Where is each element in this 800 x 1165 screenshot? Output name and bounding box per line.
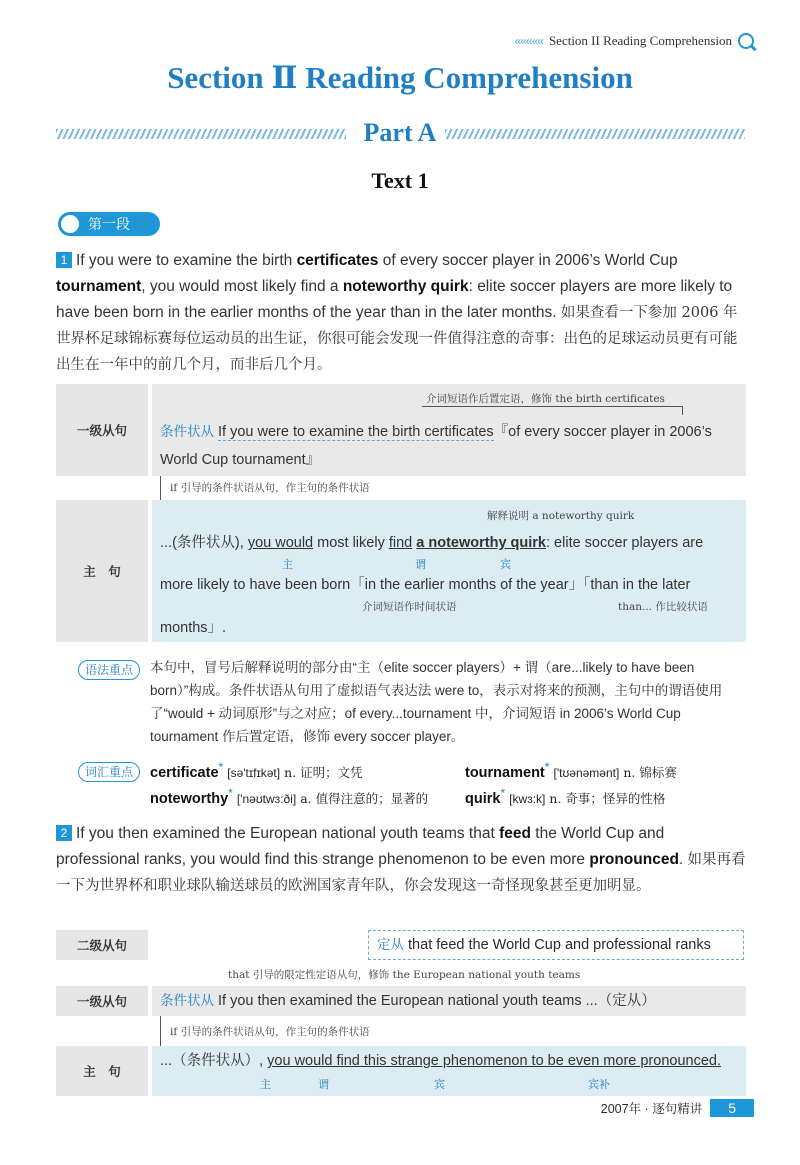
running-header: [515, 33, 754, 49]
text-heading: Text 1: [371, 168, 429, 193]
arrow-decoration: «««««: [514, 34, 543, 48]
page-title: Section Ⅱ Reading Comprehension: [167, 60, 633, 95]
search-icon: [58, 212, 82, 236]
label-main-clause: 主 句: [56, 1046, 148, 1096]
translation: 如果查看一下参加 2006 年世界杯足球锦标赛每位运动员的出生证，你很可能会发现一件值得注意的奇事：出色的足球运动员更有可能出生在一年中的前几个月，而非后几个月。: [56, 305, 738, 373]
clause-tag: 条件状从: [160, 424, 214, 439]
vocab-word: feed: [499, 825, 531, 842]
divider-right: [445, 129, 745, 139]
annotation: 介词短语作时间状语: [362, 601, 457, 613]
page-footer: [601, 1099, 754, 1117]
grammar-note: 本句中，冒号后解释说明的部分由“主（elite soccer players）+ 谓（are...likely to have been born）”构成。条件状语从句用了虚拟语气表达法 were to，表示对将来的预测，主句中的谓语使用了“would + 动词原形”与之对应；of every...tournament 中，介词短语 in 2006’s World Cup tournament 作后置定语，修饰 every soccer player。: [150, 660, 723, 744]
clause-box: [152, 384, 746, 476]
annotation: 介词短语作后置定语，修饰 the birth certificates: [426, 393, 665, 405]
section-badge-label: 第一段: [70, 212, 160, 236]
main-line-3: months」.: [160, 620, 227, 636]
vocab-entry: certificate* [sə'tɪfɪkət] n. 证明；文凭: [150, 760, 363, 781]
annotation: if 引导的条件状语从句，作主句的条件状语: [170, 1026, 370, 1038]
label-main-clause: 主 句: [56, 500, 148, 642]
main-line-1: ...（条件状从）, you would find this strange phenomenon to be even more pronounced.: [160, 1053, 721, 1069]
vocab-entry: tournament* ['tʊənəmənt] n. 锦标赛: [465, 760, 677, 781]
clause-content: If you were to examine the birth certificates: [218, 424, 494, 440]
vocab-tag: 词汇重点: [78, 762, 140, 782]
label-first-clause: 一级从句: [56, 384, 148, 476]
bracket-line: [422, 406, 683, 415]
main-line-1: ...(条件状从), you would most likely find a noteworthy quirk: elite soccer players are: [160, 535, 704, 551]
clause-box: 条件状从 If you then examined the European national youth teams ...（定从）: [152, 986, 746, 1016]
sentence-number: 1: [56, 252, 72, 268]
sentence-number: 2: [56, 825, 72, 841]
main-clause-box: 解释说明 a noteworthy quirk ...(条件状从), you would most likely find a noteworthy quirk: elite soccer players are 主 谓 宾 more likely to have been born「in the earlier months of the year」「than in the later 介词短语作时间状语 than... 作比较状语 months」.: [152, 500, 746, 642]
annotation: if 引导的条件状语从句，作主句的条件状语: [170, 482, 370, 494]
annotation: 解释说明 a noteworthy quirk: [487, 510, 635, 522]
page-number: 5: [710, 1099, 754, 1117]
sentence-1: 1 If you were to examine the birth certificates of every soccer player in 2006’s World Cup tournament, you would most likely find a noteworthy quirk: elite soccer players are more likely to have been born in the earlier months of the year than in the later months. 如果查看一下参加 2006 年世界杯足球锦标赛每位运动员的出生证，你很可能会发现一件值得注意的奇事：出色的足球运动员更有可能出生在一年中的前几个月，而非后几个月。: [56, 252, 738, 373]
vocab-word: noteworthy quirk: [342, 278, 469, 295]
sentence-analysis-1: [56, 384, 746, 642]
vocab-word: certificates: [296, 252, 379, 269]
vocab-entry: noteworthy* ['nəʊtwɜ:ði] a. 值得注意的；显著的: [150, 786, 429, 807]
part-heading: Part A: [363, 118, 437, 147]
annotation: that 引导的限定性定语从句，修饰 the European national youth teams: [228, 969, 581, 981]
sentence-2: 2 If you then examined the European national youth teams that feed the World Cup and professional ranks, you would find this strange phenomenon to be even more pronounced. 如果再看一下为世界杯和职业球队输送球员的欧洲国家青年队，你会发现这一奇怪现象甚至更加明显。: [56, 825, 746, 894]
relative-clause-box: 定从 that feed the World Cup and professional ranks: [368, 930, 744, 960]
section-badge: [58, 212, 160, 236]
clause-content: World Cup tournament』: [160, 452, 321, 468]
clause-text: [160, 418, 740, 474]
vocab-entry: quirk* [kwɜ:k] n. 奇事；怪异的性格: [465, 786, 666, 807]
vocab-word: pronounced: [589, 851, 679, 868]
link-line: [160, 1016, 161, 1050]
grammar-tag: 语法重点: [78, 660, 140, 680]
vocab-word: tournament: [56, 278, 142, 295]
verb: find: [388, 535, 413, 551]
search-icon: [738, 33, 754, 49]
label-first-clause: 一级从句: [56, 986, 148, 1016]
subject: you would: [247, 535, 314, 551]
footer-book-title: 2007年 · 逐句精讲: [600, 1102, 703, 1116]
clause-content: 『of every soccer player in 2006’s: [493, 424, 712, 440]
translation: 如果再看一下为世界杯和职业球队输送球员的欧洲国家青年队，你会发现这一奇怪现象甚至更加明显。: [56, 852, 746, 894]
annotation: than... 作比较状语: [618, 601, 708, 613]
sentence-analysis-2: [56, 928, 746, 1098]
object: a noteworthy quirk: [416, 535, 546, 551]
main-clause-box: ...（条件状从）, you would find this strange phenomenon to be even more pronounced. 主 谓 宾 宾补: [152, 1046, 746, 1096]
label-second-clause: 二级从句: [56, 930, 148, 960]
main-clause-content: you would find this strange phenomenon to be even more pronounced.: [267, 1053, 721, 1069]
main-line-2: more likely to have been born「in the earlier months of the year」「than in the later: [160, 577, 691, 593]
running-header-title: Section II Reading Comprehension: [548, 33, 732, 48]
